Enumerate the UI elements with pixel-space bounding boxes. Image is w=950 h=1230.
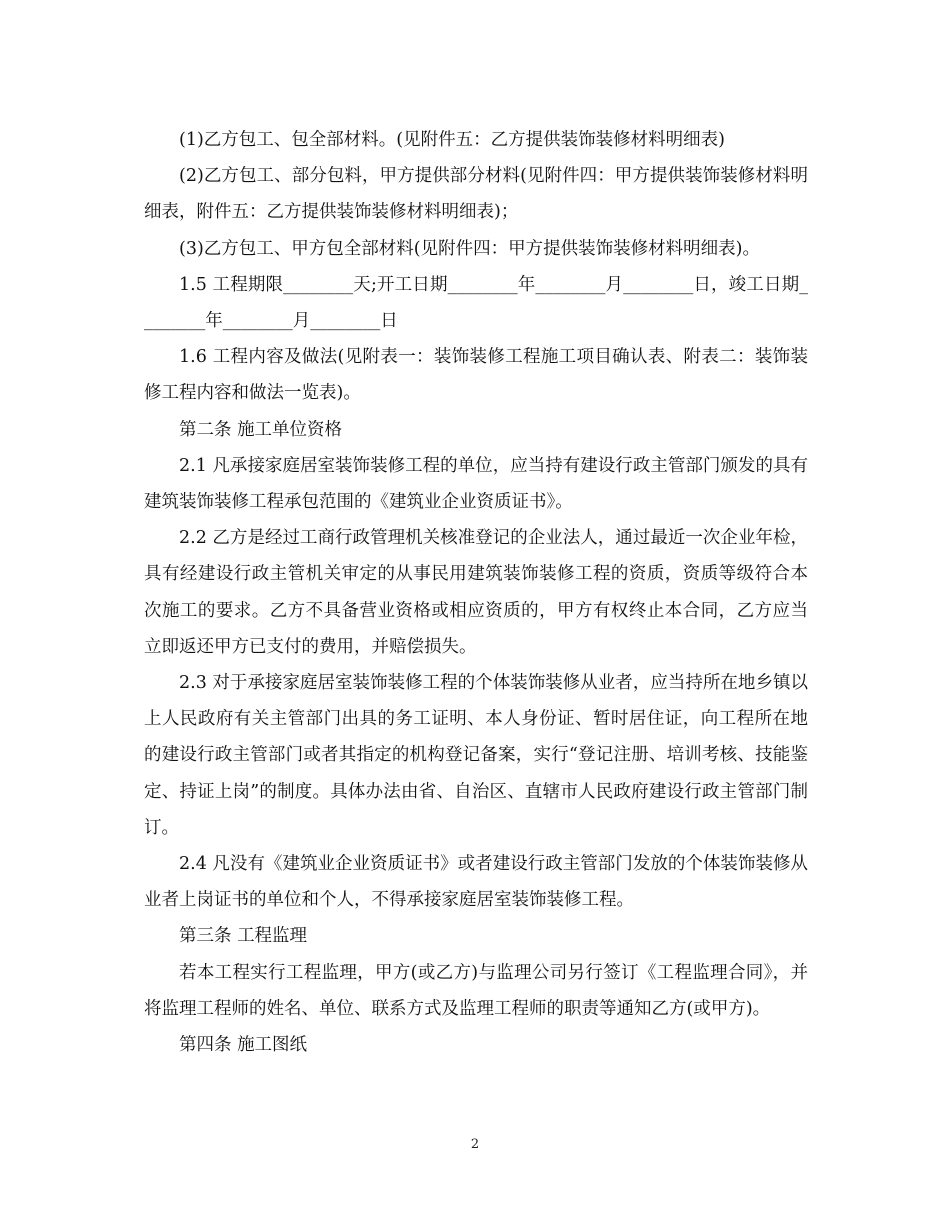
paragraph-material-option-2: (2)乙方包工、部分包料，甲方提供部分材料(见附件四：甲方提供装饰装修材料明细表，附件五：乙方提供装饰装修材料明细表)；: [144, 166, 808, 223]
paragraph-2-3: 2.3 对于承接家庭居室装饰装修工程的个体装饰装修从业者，应当持所在地乡镇以上人民政府有关主管部门出具的务工证明、本人身份证、暂时居住证，向工程所在地的建设行政主管部门或者其指定的机构登记备案，实行“登记注册、培训考核、技能鉴定、持证上岗”的制度。具体办法由省、自治区、直辖市人民政府建设行政主管部门制订。: [144, 673, 808, 838]
paragraph-supervision: 若本工程实行工程监理，甲方(或乙方)与监理公司另行签订《工程监理合同》，并将监理工程师的姓名、单位、联系方式及监理工程师的职责等通知乙方(或甲方)。: [144, 962, 808, 1019]
document-body: [144, 122, 808, 1063]
paragraph-2-4: 2.4 凡没有《建筑业企业资质证书》或者建设行政主管部门发放的个体装饰装修从业者上岗证书的单位和个人，不得承接家庭居室装饰装修工程。: [144, 854, 808, 911]
paragraph-2-2: 2.2 乙方是经过工商行政管理机关核准登记的企业法人，通过最近一次企业年检，具有经建设行政主管机关审定的从事民用建筑装饰装修工程的资质，资质等级符合本次施工的要求。乙方不具备营业资格或相应资质的，甲方有权终止本合同，乙方应当立即返还甲方已支付的费用，并赔偿损失。: [144, 528, 808, 657]
heading-article-4: 第四条 施工图纸: [179, 1035, 308, 1056]
page-number: 2: [470, 1137, 480, 1152]
heading-article-3: 第三条 工程监理: [179, 926, 308, 947]
heading-article-2: 第二条 施工单位资格: [179, 419, 343, 440]
paragraph-material-option-3: (3)乙方包工、甲方包全部材料(见附件四：甲方提供装饰装修材料明细表)。: [179, 238, 760, 259]
paragraph-material-option-1: (1)乙方包工、包全部材料。(见附件五：乙方提供装饰装修材料明细表): [179, 130, 725, 150]
paragraph-1-6-scope: 1.6 工程内容及做法(见附表一：装饰装修工程施工项目确认表、附表二：装饰装修工程内容和做法一览表)。: [144, 347, 808, 404]
paragraph-2-1: 2.1 凡承接家庭居室装饰装修工程的单位，应当持有建设行政主管部门颁发的具有建筑装饰装修工程承包范围的《建筑业企业资质证书》。: [144, 455, 808, 513]
paragraph-1-5-schedule: 1.5 工程期限________天;开工日期________年________月________日，竣工日期________年________月________日: [144, 274, 808, 332]
